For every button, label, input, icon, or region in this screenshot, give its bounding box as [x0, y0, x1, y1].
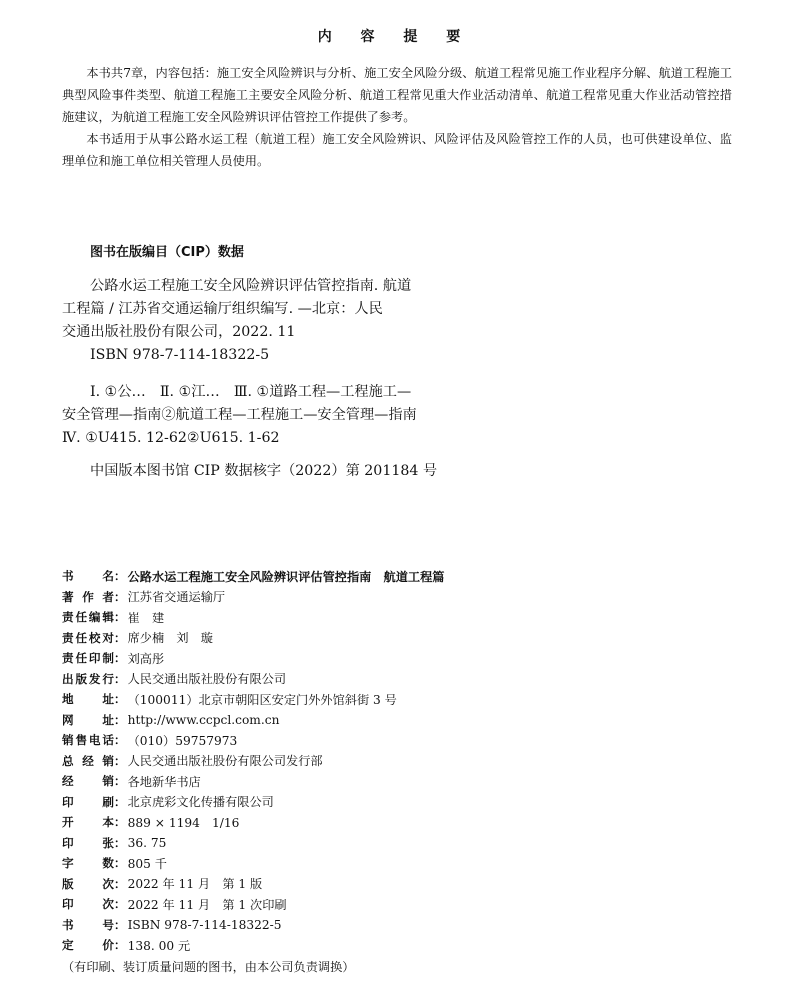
detail-value: ISBN 978-7-114-18322-5 — [127, 917, 282, 932]
detail-row: 印张 ： 36. 75 — [62, 835, 167, 850]
detail-label: 经销 — [62, 774, 114, 789]
detail-value: 138. 00 元 — [127, 938, 191, 953]
detail-label: 责任印制 — [62, 651, 114, 666]
detail-row: 总经销 ： 人民交通出版社股份有限公司发行部 — [62, 753, 323, 769]
detail-value: （010）59757973 — [127, 733, 238, 748]
detail-value: 805 千 — [127, 856, 167, 871]
detail-row: 印次 ： 2022 年 11 月 第 1 次印刷 — [62, 897, 287, 912]
detail-label: 地址 — [62, 692, 114, 707]
detail-row: 版次 ： 2022 年 11 月 第 1 版 — [62, 876, 263, 892]
detail-row: 印刷 ： 北京虎彩文化传播有限公司 — [62, 794, 274, 810]
detail-value: 各地新华书店 — [127, 774, 201, 789]
detail-value: http://www.ccpcl.com.cn — [127, 712, 280, 727]
cip-isbn: ISBN 978-7-114-18322-5 — [90, 347, 270, 363]
detail-label: 总经销 — [62, 753, 114, 768]
detail-label: 印刷 — [62, 794, 114, 809]
detail-row: 著作者 ： 江苏省交通运输厅 — [62, 589, 226, 605]
cip-line: 交通出版社股份有限公司，2022. 11 — [62, 324, 296, 340]
detail-row: 责任校对 ： 席少楠 刘 璇 — [62, 630, 213, 646]
detail-label: 开本 — [62, 815, 114, 830]
publication-details — [62, 566, 762, 975]
detail-row: 责任印制 ： 刘高彤 — [62, 651, 165, 666]
detail-label: 责任校对 — [62, 630, 114, 645]
detail-label: 定价 — [62, 938, 114, 953]
cip-line: 工程篇 / 江苏省交通运输厅组织编写. —北京：人民 — [62, 301, 383, 317]
detail-row: 网址 ： http://www.ccpcl.com.cn — [62, 712, 280, 727]
detail-label: 网址 — [62, 712, 114, 727]
detail-value: 崔 建 — [127, 610, 165, 625]
detail-value: 人民交通出版社股份有限公司发行部 — [127, 754, 323, 769]
detail-value: 公路水运工程施工安全风险辨识评估管控指南 航道工程篇 — [127, 569, 445, 584]
cip-heading: 图书在版编目（CIP）数据 — [90, 245, 244, 260]
detail-value: 人民交通出版社股份有限公司 — [127, 672, 287, 687]
cip-record-number: 中国版本图书馆 CIP 数据核字（2022）第 201184 号 — [90, 463, 438, 479]
detail-label: 责任编辑 — [62, 610, 114, 625]
detail-row: 开本 ： 889 × 1194 1/16 — [62, 815, 240, 830]
detail-label: 出版发行 — [62, 671, 114, 686]
detail-value: 刘高彤 — [127, 651, 165, 666]
detail-label: 印张 — [62, 835, 114, 850]
cip-line: 公路水运工程施工安全风险辨识评估管控指南. 航道 — [90, 278, 412, 294]
detail-row: 责任编辑 ： 崔 建 — [62, 610, 165, 625]
detail-label: 销售电话 — [62, 733, 114, 748]
page-title: 内 容 提 要 — [317, 29, 473, 45]
detail-label: 书号 — [62, 917, 114, 932]
detail-value: 889 × 1194 1/16 — [127, 815, 240, 830]
detail-value: 江苏省交通运输厅 — [127, 590, 226, 605]
summary-paragraph: 本书共7章，内容包括：施工安全风险辨识与分析、施工安全风险分级、航道工程常见施工作业程序分解、航道工程施工典型风险事件类型、航道工程施工主要安全风险分析、航道工程常见重大作业活动清单、航道工程常见重大作业活动管控措施建议，为航道工程施工安全风险辨识评估管控工作提供了参考。 — [62, 66, 732, 124]
detail-value: 2022 年 11 月 第 1 版 — [127, 877, 263, 892]
detail-value: 席少楠 刘 璇 — [127, 631, 213, 646]
detail-label: 版次 — [62, 876, 114, 891]
detail-row: 地址 ： （100011）北京市朝阳区安定门外外馆斜街 3 号 — [62, 692, 397, 707]
cip-data-block — [62, 275, 462, 483]
cip-classification: Ⅰ. ①公… Ⅱ. ①江… Ⅲ. ①道路工程—工程施工— — [90, 384, 412, 400]
summary-paragraph: 本书适用于从事公路水运工程（航道工程）施工安全风险辨识、风险评估及风险管控工作的人员，也可供建设单位、监理单位和施工单位相关管理人员使用。 — [62, 132, 732, 168]
detail-row: 字数 ： 805 千 — [62, 856, 167, 871]
detail-row: 定价 ： 138. 00 元 — [62, 938, 191, 953]
detail-value: 36. 75 — [127, 835, 167, 850]
detail-value: （100011）北京市朝阳区安定门外外馆斜街 3 号 — [127, 692, 397, 707]
detail-label: 著作者 — [62, 589, 114, 604]
detail-row: 销售电话 ： （010）59757973 — [62, 733, 238, 748]
detail-label: 字数 — [62, 856, 114, 871]
detail-value: 北京虎彩文化传播有限公司 — [127, 795, 274, 810]
quality-note: （有印刷、装订质量问题的图书，由本公司负责调换） — [62, 959, 355, 974]
detail-label: 书名 — [62, 569, 114, 584]
summary-section — [62, 62, 732, 172]
detail-row: 出版发行 ： 人民交通出版社股份有限公司 — [62, 671, 287, 687]
cip-classification: 安全管理—指南②航道工程—工程施工—安全管理—指南 — [62, 407, 417, 423]
detail-row: 经销 ： 各地新华书店 — [62, 774, 201, 789]
cip-classification: Ⅳ. ①U415. 12-62②U615. 1-62 — [62, 430, 280, 446]
detail-row: 书号 ： ISBN 978-7-114-18322-5 — [62, 917, 282, 932]
detail-row: 书名 ： 公路水运工程施工安全风险辨识评估管控指南 航道工程篇 — [62, 569, 445, 584]
detail-value: 2022 年 11 月 第 1 次印刷 — [127, 897, 287, 912]
detail-label: 印次 — [62, 897, 114, 912]
